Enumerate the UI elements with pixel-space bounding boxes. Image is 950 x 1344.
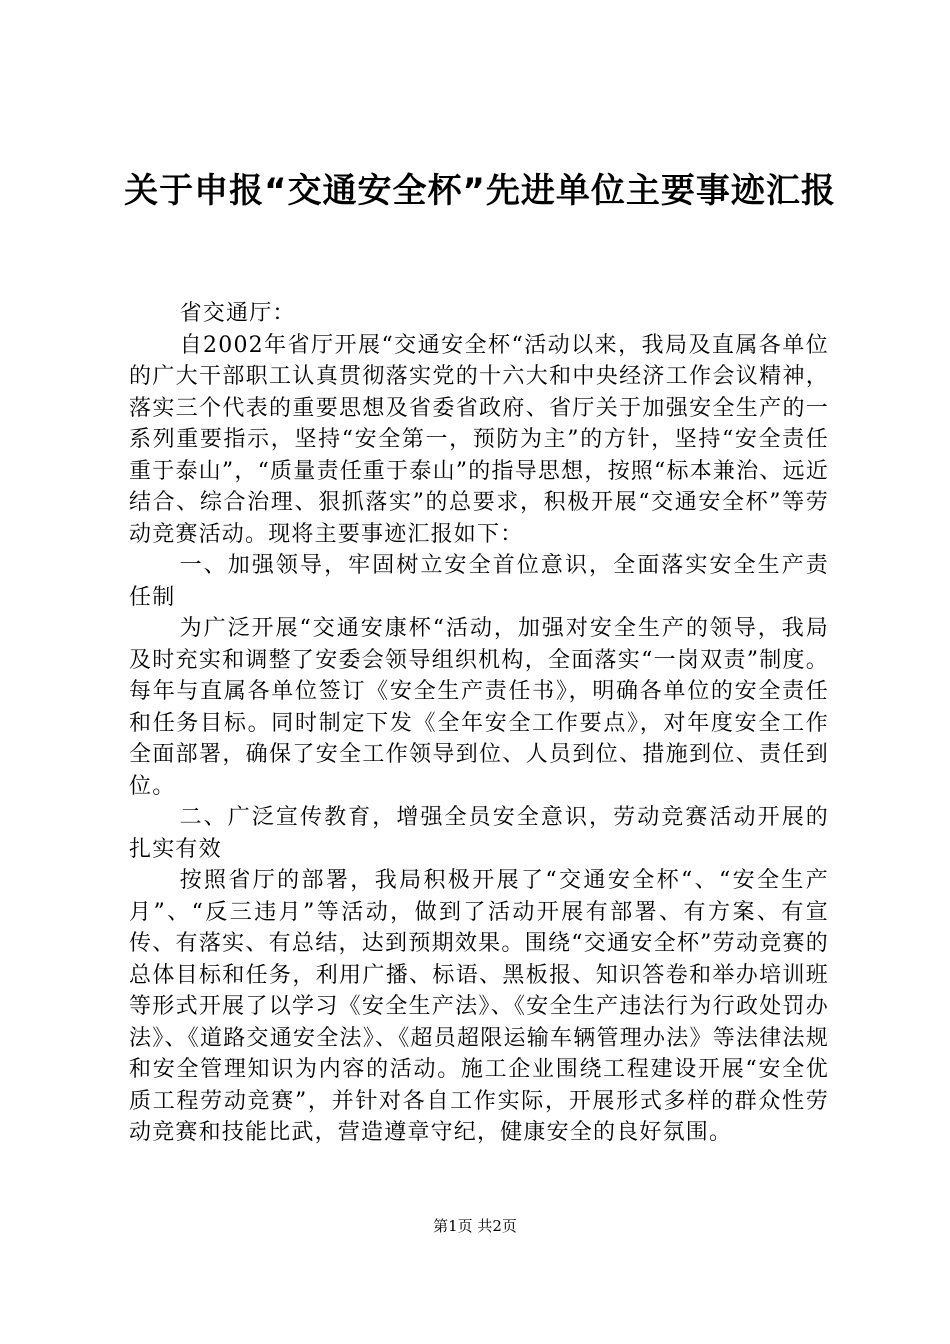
salutation: 省交通厅： bbox=[179, 301, 296, 326]
document-body bbox=[129, 298, 829, 1149]
page-footer: 第1页 共2页 bbox=[433, 1217, 517, 1235]
paragraph-section-1: 为广泛开展“交通安康杯“活动，加强对安全生产的领导，我局及时充实和调整了安委会领导组织机构，全面落实“一岗双责”制度。每年与直属各单位签订《安全生产责任书》，明确各单位的安全责任和任务目标。同时制定下发《全年安全工作要点》，对年度安全工作全面部署，确保了安全工作领导到位、人员到位、措施到位、责任到位。 bbox=[129, 616, 829, 799]
document-title: 关于申报“交通安全杯”先进单位主要事迹汇报 bbox=[124, 171, 836, 211]
section-heading-1: 一、加强领导，牢固树立安全首位意识，全面落实安全生产责任制 bbox=[129, 553, 829, 610]
paragraph-section-2: 按照省厅的部署，我局积极开展了“交通安全杯“、“安全生产月”、“反三违月”等活动，做到了活动开展有部署、有方案、有宣传、有落实、有总结，达到预期效果。围绕“交通安全杯”劳动竞赛的总体目标和任务，利用广播、标语、黑板报、知识答卷和举办培训班等形式开展了以学习《安全生产法》、《安全生产违法行为行政处罚办法》、《道路交通安全法》、《超员超限运输车辆管理办法》等法律法规和安全管理知识为内容的活动。施工企业围绕工程建设开展“安全优质工程劳动竞赛”，并针对各自工作实际，开展形式多样的群众性劳动竞赛和技能比武，营造遵章守纪，健康安全的良好氛围。 bbox=[129, 868, 829, 1145]
paragraph-intro: 自2002年省厅开展“交通安全杯“活动以来，我局及直属各单位的广大干部职工认真贯彻落实党的十六大和中央经济工作会议精神，落实三个代表的重要思想及省委省政府、省厅关于加强安全生产的一系列重要指示，坚持“安全第一，预防为主”的方针，坚持“安全责任重于泰山”，“质量责任重于泰山”的指导思想，按照“标本兼治、远近结合、综合治理、狠抓落实”的总要求，积极开展“交通安全杯”等劳动竞赛活动。现将主要事迹汇报如下： bbox=[129, 332, 829, 547]
section-heading-2: 二、广泛宣传教育，增强全员安全意识，劳动竞赛活动开展的扎实有效 bbox=[129, 805, 829, 862]
